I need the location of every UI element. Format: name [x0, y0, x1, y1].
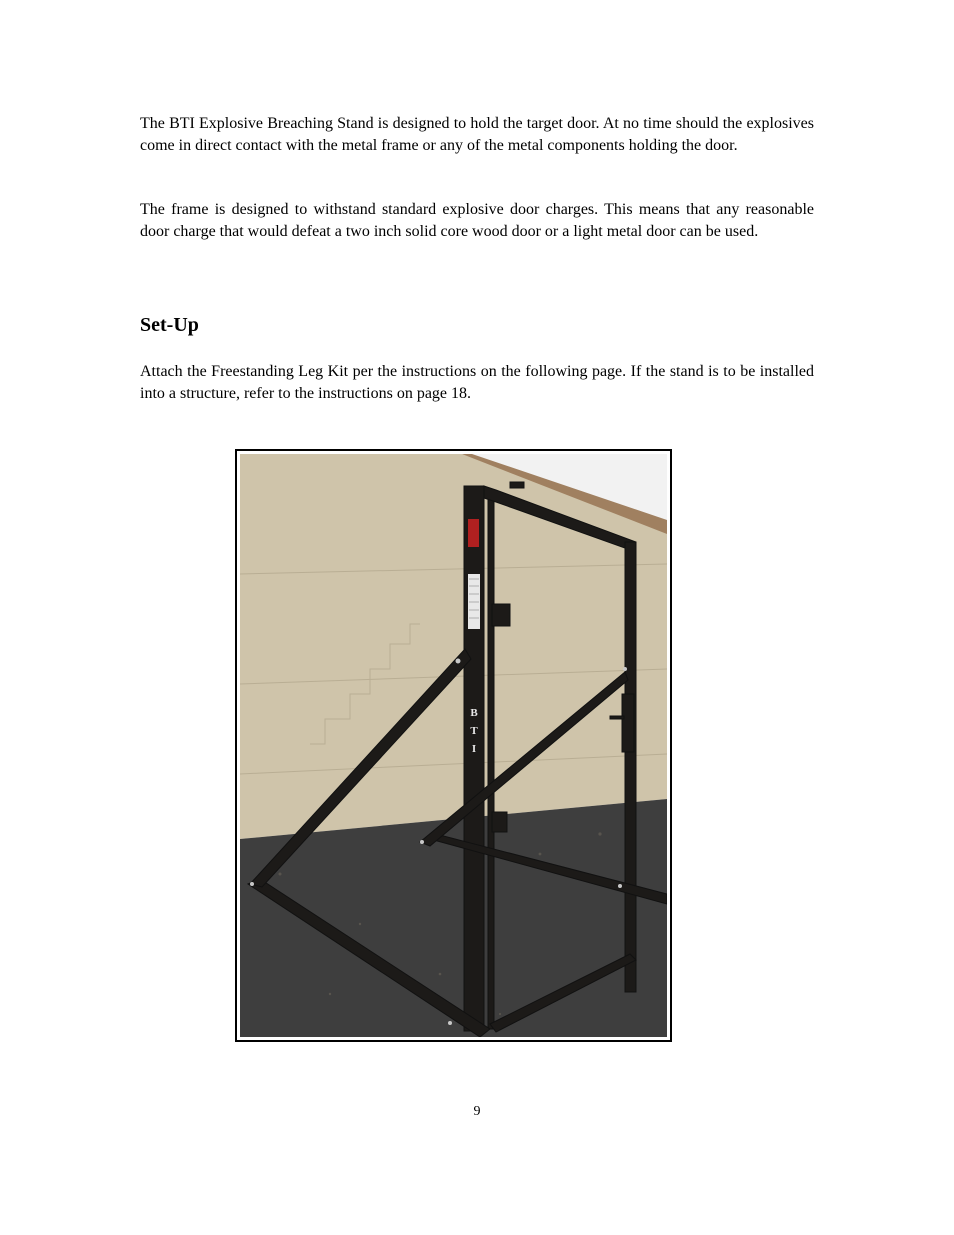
frame-label-i: I — [471, 743, 477, 755]
breaching-stand-photo — [240, 454, 667, 1037]
page-number: 9 — [473, 1104, 481, 1119]
frame-label-b: B — [470, 707, 478, 719]
frame-label-t: T — [470, 725, 478, 737]
setup-paragraph: Attach the Freestanding Leg Kit per the instructions on the following page. If the stand is to be installed into a structure, refer to the instructions on page 18. — [140, 363, 814, 402]
figure-frame — [235, 449, 672, 1042]
section-heading-setup: Set-Up — [140, 314, 199, 336]
frame-charge-paragraph: The frame is designed to withstand standard explosive door charges. This means that any reasonable door charge that would defeat a two inch solid core wood door or a light metal door can be used. — [140, 201, 814, 240]
intro-paragraph: The BTI Explosive Breaching Stand is designed to hold the target door. At no time should the explosives come in direct contact with the metal frame or any of the metal components holding the door. — [140, 115, 814, 154]
